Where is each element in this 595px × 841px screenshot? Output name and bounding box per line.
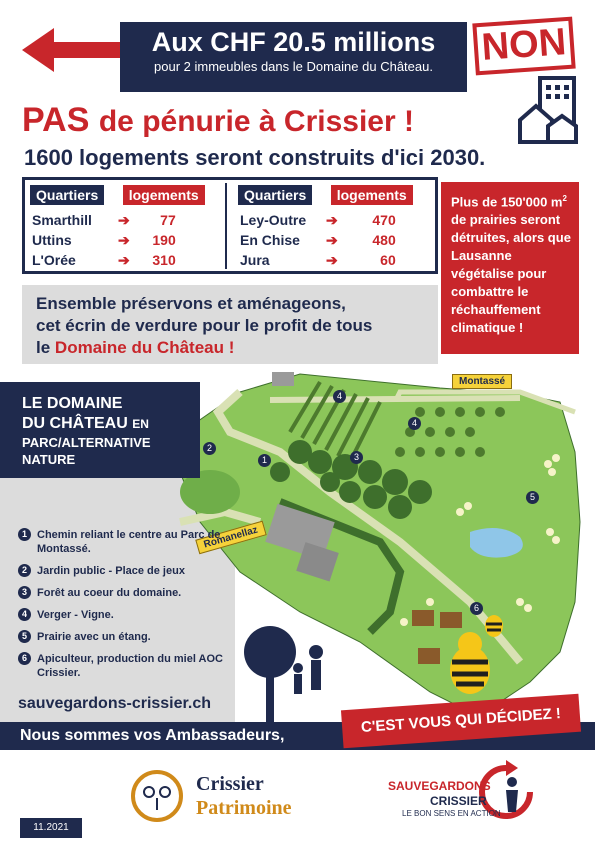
small-bee-icon (485, 615, 503, 637)
tag-montasse: Montassé (452, 374, 512, 389)
domaine-highlight: Domaine du Château ! (54, 338, 235, 357)
buildings-icon (518, 76, 578, 144)
map-marker-1: 1 (258, 450, 277, 468)
logo-crissier-2: CRISSIER (430, 794, 487, 808)
logo-tagline: LE BON SENS EN ACTION (402, 809, 501, 818)
table-row: Jura ➔ 60 (240, 252, 396, 268)
table-row: Uttins ➔ 190 (32, 232, 176, 248)
headline-pas: PAS (22, 101, 90, 139)
list-item: 6 Apiculteur, production du miel AOC Crissier. (18, 652, 238, 680)
tree-family-icon (244, 626, 323, 722)
domain-title-en: EN (132, 417, 149, 431)
table-row: En Chise ➔ 480 (240, 232, 396, 248)
col-logements: logements (123, 185, 205, 205)
domain-title-1: LE DOMAINE (22, 395, 123, 412)
map-legend (18, 528, 238, 688)
tag-romanellaz: Romanellaz (195, 521, 266, 555)
table-header-left (30, 185, 205, 205)
list-item: 1 Chemin reliant le centre au Parc de Montassé. (18, 528, 238, 556)
table-row: L'Orée ➔ 310 (32, 252, 176, 268)
map-marker-6: 6 (470, 598, 489, 616)
map-marker-2: 2 (203, 438, 222, 456)
domain-title-2: DU CHÂTEAU (22, 415, 128, 432)
domain-title-3: PARC/ALTERNATIVE (22, 435, 151, 450)
logo-sauvegardons: SAUVEGARDONS (388, 779, 491, 793)
subheadline: 1600 logements seront construits d'ici 2030. (24, 145, 486, 170)
headline-rest: de pénurie à Crissier ! (98, 105, 414, 138)
headline (22, 100, 414, 142)
non-stamp: NON (472, 17, 575, 76)
table-row: Ley-Outre ➔ 470 (240, 212, 396, 228)
ambassadors-text: Nous sommes vos Ambassadeurs, (20, 727, 285, 744)
price-banner (120, 22, 467, 92)
domain-title-4: NATURE (22, 452, 76, 467)
list-item: 4 Verger - Vigne. (18, 608, 238, 622)
decide-banner: C'EST VOUS QUI DÉCIDEZ ! (341, 694, 581, 749)
back-arrow-icon (14, 20, 134, 80)
website-link[interactable]: sauvegardons-crissier.ch (18, 695, 211, 712)
price-sub: pour 2 immeubles dans le Domaine du Château. (154, 59, 433, 74)
col-quartiers: Quartiers (30, 185, 104, 205)
list-item: 5 Prairie avec un étang. (18, 630, 238, 644)
meadow-text: de prairies seront détruites, alors que Lausanne végétalise pour combattre le réchauffement climatique ! (451, 212, 571, 336)
table-left-rows (32, 210, 222, 270)
logo-patrimoine: Patrimoine (196, 797, 292, 819)
col-logements: logements (331, 185, 413, 205)
map-marker-3: 3 (350, 447, 369, 465)
col-quartiers: Quartiers (238, 185, 312, 205)
preserve-line3: le Domaine du Château ! (36, 338, 235, 357)
list-item: 2 Jardin public - Place de jeux (18, 564, 238, 578)
preserve-line2: cet écrin de verdure pour le profit de tous (36, 316, 373, 335)
map-marker-4a: 4 (333, 386, 352, 404)
table-divider (225, 183, 227, 269)
list-item: 3 Forêt au coeur du domaine. (18, 586, 238, 600)
map-marker-4b: 4 (408, 413, 427, 431)
price-line: Aux CHF 20.5 millions (151, 27, 436, 57)
owl-logo-icon (128, 770, 186, 822)
table-header-right (238, 185, 413, 205)
map-marker-5: 5 (526, 487, 545, 505)
preserve-box (22, 285, 438, 364)
table-right-rows (240, 210, 430, 270)
meadow-warning-box (441, 182, 579, 354)
meadow-area: Plus de 150'000 m (451, 194, 563, 210)
domain-title-band (0, 382, 200, 478)
logo-crissier: Crissier (196, 773, 264, 795)
preserve-line1: Ensemble préservons et aménageons, (36, 294, 346, 313)
table-row: Smarthill ➔ 77 (32, 212, 176, 228)
issue-date: 11.2021 (20, 818, 82, 838)
meadow-sup: 2 (562, 194, 567, 203)
